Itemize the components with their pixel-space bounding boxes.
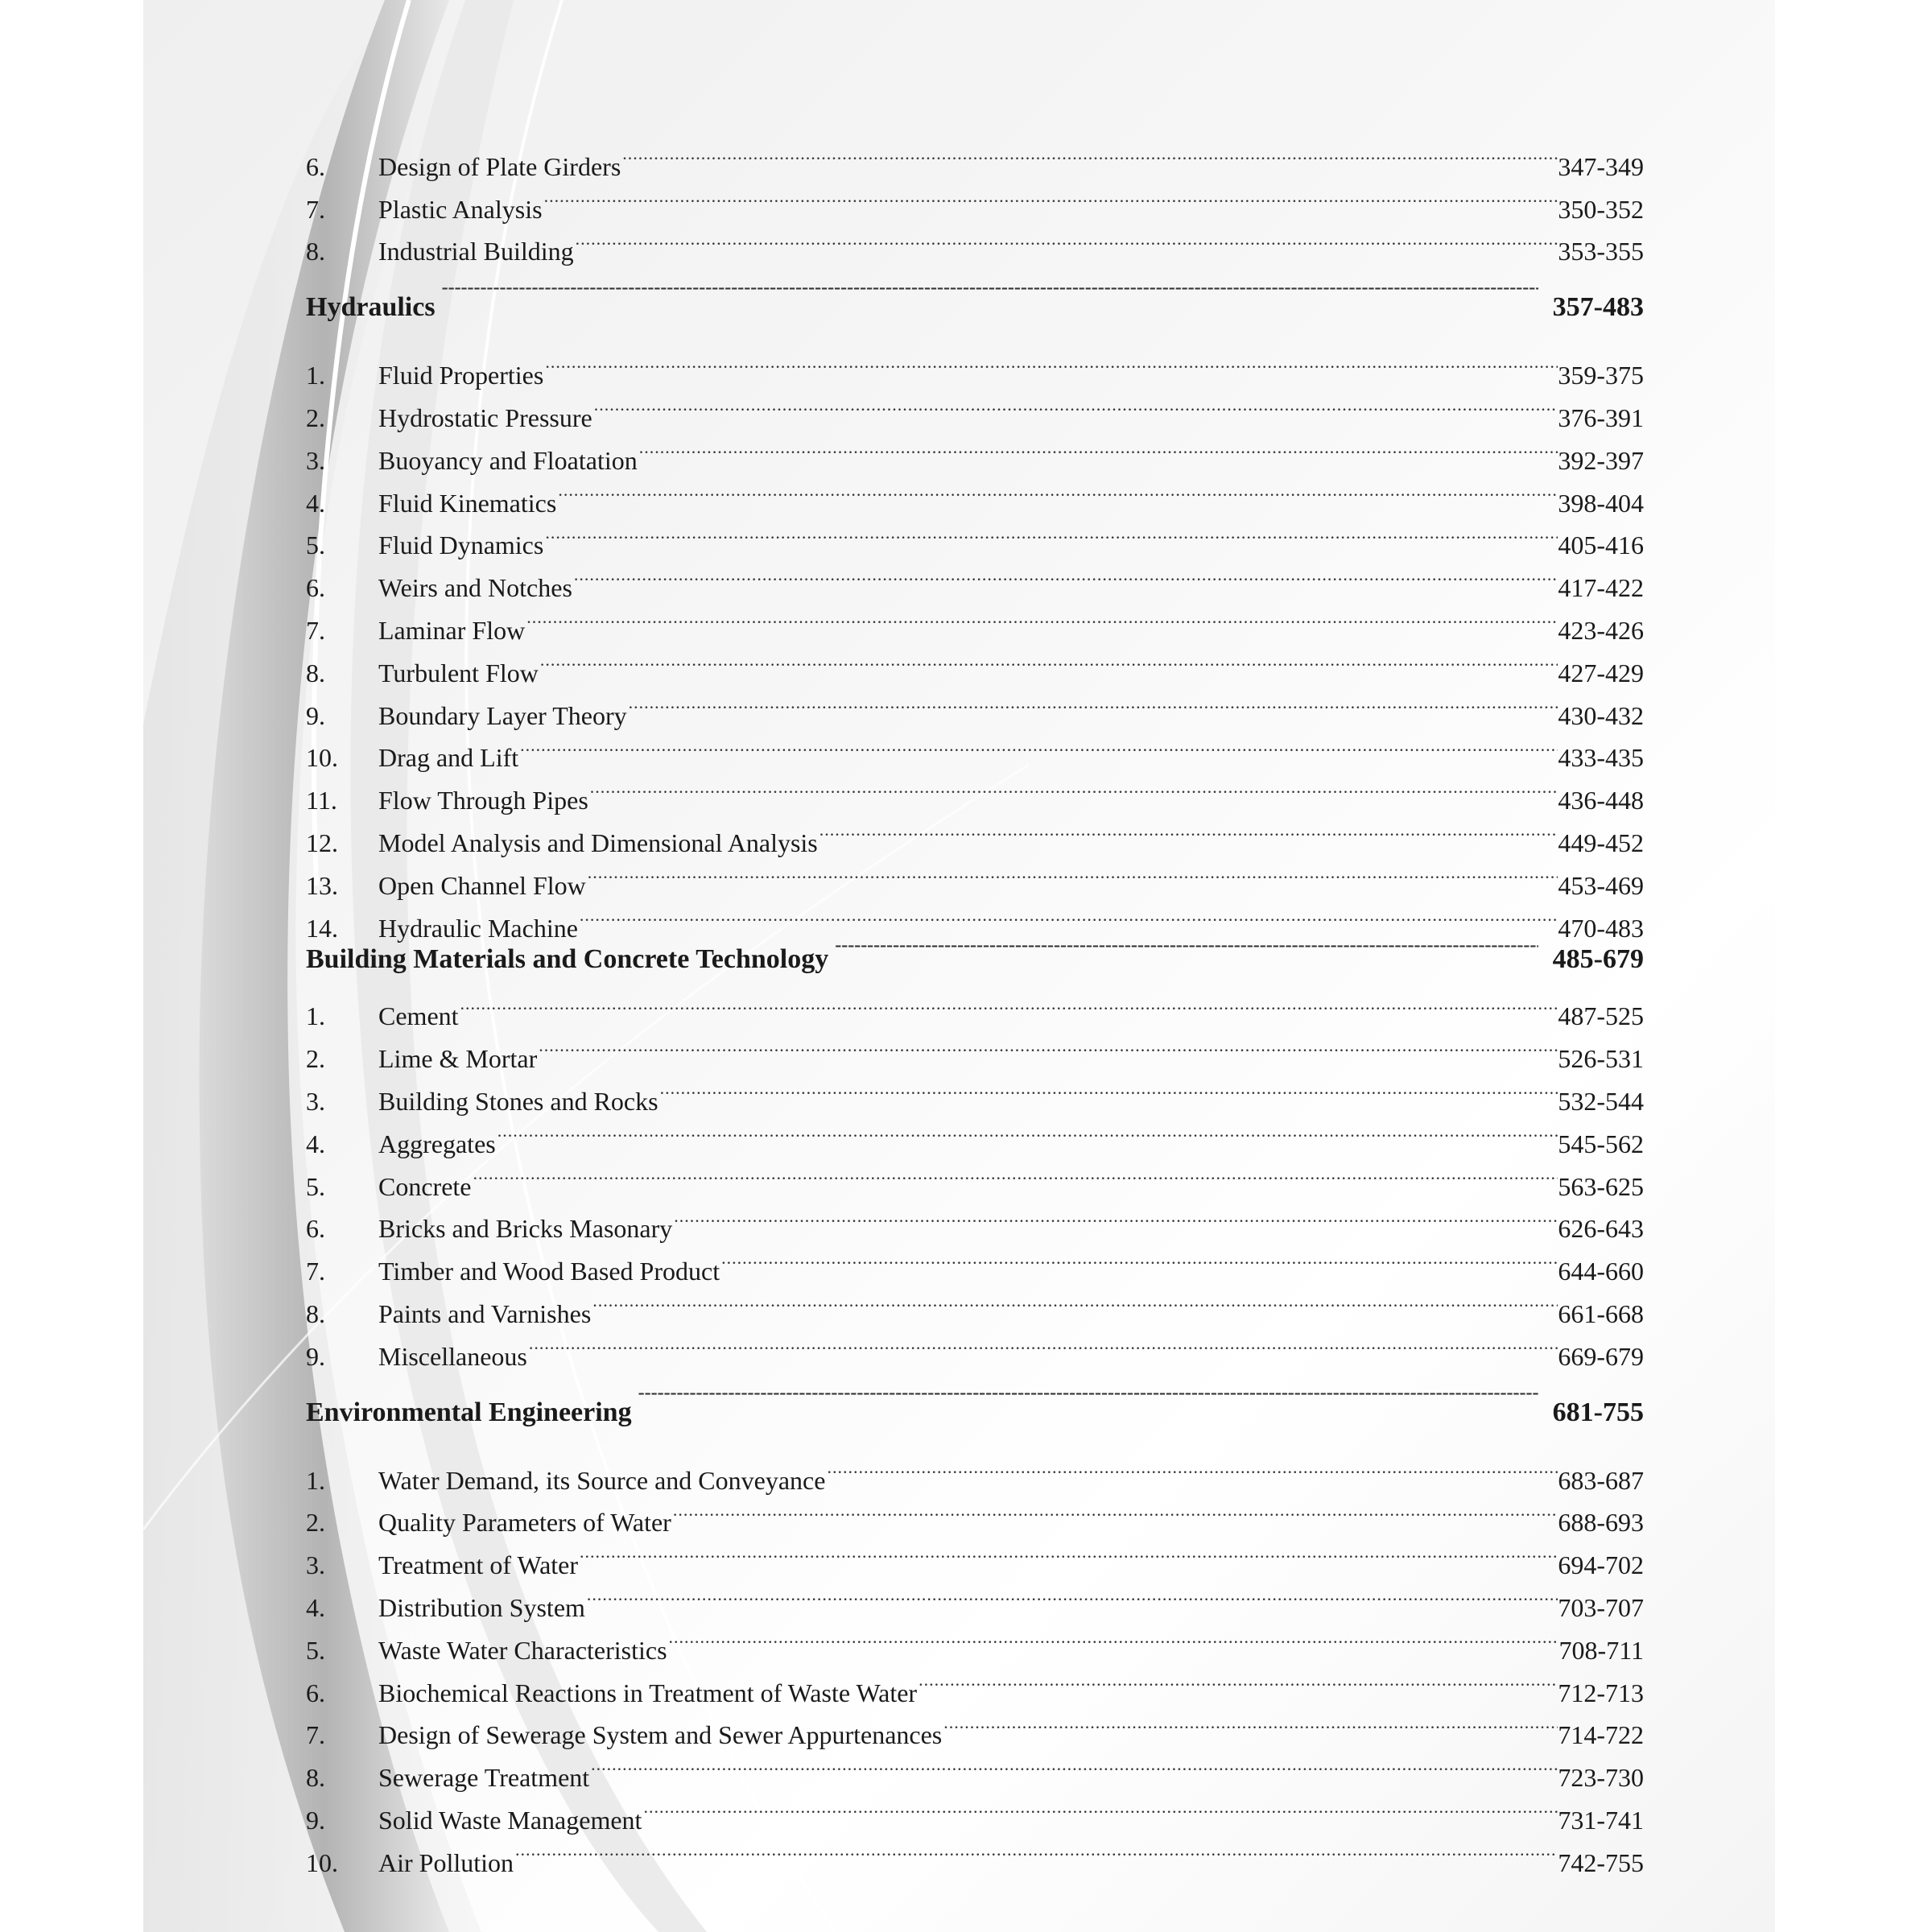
entry-number: 13. <box>306 870 338 900</box>
entry-pages: 430-432 <box>1558 700 1644 730</box>
dot-leader <box>642 1786 1558 1829</box>
entry-number: 9. <box>306 700 325 730</box>
dot-leader <box>621 133 1558 175</box>
entry-title: Turbulent Flow <box>378 658 539 687</box>
table-of-contents <box>306 133 1644 1877</box>
section-pages: 357-483 <box>1552 292 1644 323</box>
entry-number: 5. <box>306 1635 325 1665</box>
entry-title: Design of Plate Girders <box>378 151 621 181</box>
entry-title: Biochemical Reactions in Treatment of Waste Water <box>378 1678 918 1707</box>
entry-number: 2. <box>306 402 325 432</box>
toc-entry[interactable] <box>306 341 1644 390</box>
entry-pages: 398-404 <box>1558 488 1644 518</box>
entry-title: Laminar Flow <box>378 615 526 645</box>
entry-number: 8. <box>306 1763 325 1793</box>
entry-title: Aggregates <box>378 1129 496 1158</box>
section-title: Building Materials and Concrete Technology <box>306 944 829 975</box>
entry-pages: 742-755 <box>1558 1847 1644 1877</box>
entry-title: Open Channel Flow <box>378 870 586 900</box>
entry-pages: 405-416 <box>1558 530 1644 560</box>
section-pages: 485-679 <box>1552 944 1644 975</box>
entry-title: Concrete <box>378 1171 472 1201</box>
entry-pages: 470-483 <box>1558 913 1644 943</box>
section-title: Hydraulics <box>306 292 436 323</box>
dot-leader <box>588 766 1558 809</box>
entry-pages: 353-355 <box>1558 237 1644 266</box>
dot-leader <box>525 597 1558 639</box>
entry-pages: 427-429 <box>1558 658 1644 687</box>
entry-title: Distribution System <box>378 1592 585 1622</box>
section-spacer <box>306 328 1644 341</box>
dot-leader <box>514 1829 1558 1872</box>
entry-pages: 714-722 <box>1558 1720 1644 1750</box>
entry-number: 2. <box>306 1044 325 1074</box>
entry-number: 4. <box>306 1592 325 1622</box>
entry-number: 8. <box>306 658 325 687</box>
dot-leader <box>672 1195 1558 1238</box>
dot-leader <box>537 1025 1558 1067</box>
dot-leader <box>556 469 1558 512</box>
entry-pages: 436-448 <box>1558 786 1644 815</box>
dot-leader <box>496 1110 1558 1153</box>
entry-title: Waste Water Characteristics <box>378 1635 667 1665</box>
dash-leader <box>436 273 1538 316</box>
entry-number: 7. <box>306 1257 325 1286</box>
entry-pages: 526-531 <box>1558 1044 1644 1074</box>
dot-leader <box>518 724 1558 767</box>
entry-number: 3. <box>306 445 325 475</box>
entry-pages: 669-679 <box>1558 1341 1644 1371</box>
entry-number: 1. <box>306 361 325 390</box>
entry-title: Treatment of Water <box>378 1550 579 1580</box>
dot-leader <box>825 1447 1558 1489</box>
entry-title: Fluid Dynamics <box>378 530 544 560</box>
entry-number: 7. <box>306 1720 325 1750</box>
dot-leader <box>627 682 1558 724</box>
entry-title: Paints and Varnishes <box>378 1298 592 1328</box>
toc-entry[interactable] <box>306 1153 1644 1201</box>
entry-pages: 350-352 <box>1558 194 1644 224</box>
entry-pages: 661-668 <box>1558 1298 1644 1328</box>
dot-leader <box>818 809 1558 852</box>
entry-title: Hydrostatic Pressure <box>378 402 592 432</box>
entry-pages: 417-422 <box>1558 573 1644 603</box>
entry-pages: 433-435 <box>1558 743 1644 773</box>
entry-title: Fluid Kinematics <box>378 488 557 518</box>
entry-number: 5. <box>306 530 325 560</box>
dot-leader <box>543 341 1558 384</box>
entry-title: Drag and Lift <box>378 743 519 773</box>
section-pages: 681-755 <box>1552 1397 1644 1427</box>
entry-number: 7. <box>306 194 325 224</box>
entry-title: Boundary Layer Theory <box>378 700 627 730</box>
entry-number: 7. <box>306 615 325 645</box>
entry-title: Buoyancy and Floatation <box>378 445 638 475</box>
entry-title: Plastic Analysis <box>378 194 543 224</box>
entry-pages: 392-397 <box>1558 445 1644 475</box>
section-heading[interactable] <box>306 273 1644 328</box>
entry-title: Air Pollution <box>378 1847 514 1877</box>
entry-number: 10. <box>306 1847 338 1877</box>
entry-pages: 683-687 <box>1558 1465 1644 1495</box>
entry-pages: 532-544 <box>1558 1086 1644 1116</box>
entry-pages: 626-643 <box>1558 1214 1644 1244</box>
toc-entry[interactable] <box>306 983 1644 1031</box>
entry-title: Lime & Mortar <box>378 1044 538 1074</box>
toc-entry[interactable] <box>306 133 1644 181</box>
entry-number: 11. <box>306 786 337 815</box>
entry-pages: 563-625 <box>1558 1171 1644 1201</box>
entry-number: 1. <box>306 1465 325 1495</box>
dot-leader <box>942 1702 1558 1744</box>
entry-title: Flow Through Pipes <box>378 786 588 815</box>
dot-leader <box>543 175 1558 218</box>
entry-number: 3. <box>306 1550 325 1580</box>
dot-leader <box>572 554 1558 597</box>
entry-title: Timber and Wood Based Product <box>378 1257 720 1286</box>
dot-leader <box>671 1489 1558 1532</box>
dot-leader <box>539 639 1558 682</box>
entry-number: 9. <box>306 1341 325 1371</box>
dot-leader <box>578 1531 1558 1574</box>
entry-title: Hydraulic Machine <box>378 913 578 943</box>
entry-pages: 423-426 <box>1558 615 1644 645</box>
toc-entry[interactable] <box>306 1195 1644 1244</box>
dot-leader <box>591 1280 1558 1323</box>
dot-leader <box>459 983 1558 1026</box>
entry-pages: 723-730 <box>1558 1763 1644 1793</box>
dash-leader <box>632 1378 1538 1421</box>
dash-leader <box>828 926 1538 968</box>
toc-entry[interactable] <box>306 1447 1644 1495</box>
entry-title: Solid Waste Management <box>378 1805 642 1835</box>
dot-leader <box>574 218 1558 261</box>
entry-pages: 731-741 <box>1558 1805 1644 1835</box>
entry-number: 6. <box>306 1678 325 1707</box>
entry-number: 1. <box>306 1001 325 1031</box>
dot-leader <box>585 1574 1558 1616</box>
entry-number: 8. <box>306 237 325 266</box>
section-title: Environmental Engineering <box>306 1397 632 1427</box>
dot-leader <box>472 1153 1558 1195</box>
entry-title: Quality Parameters of Water <box>378 1508 671 1538</box>
dot-leader <box>667 1616 1559 1659</box>
entry-pages: 347-349 <box>1558 151 1644 181</box>
entry-title: Industrial Building <box>378 237 574 266</box>
entry-number: 4. <box>306 1129 325 1158</box>
entry-title: Weirs and Notches <box>378 573 572 603</box>
toc-entry[interactable] <box>306 1110 1644 1158</box>
entry-pages: 449-452 <box>1558 828 1644 857</box>
dot-leader <box>658 1067 1558 1110</box>
entry-number: 10. <box>306 743 338 773</box>
entry-title: Sewerage Treatment <box>378 1763 590 1793</box>
entry-pages: 694-702 <box>1558 1550 1644 1580</box>
entry-number: 3. <box>306 1086 325 1116</box>
entry-number: 2. <box>306 1508 325 1538</box>
entry-title: Bricks and Bricks Masonary <box>378 1214 673 1244</box>
entry-number: 5. <box>306 1171 325 1201</box>
dot-leader <box>592 384 1558 427</box>
entry-pages: 359-375 <box>1558 361 1644 390</box>
entry-pages: 376-391 <box>1558 402 1644 432</box>
entry-pages: 644-660 <box>1558 1257 1644 1286</box>
entry-pages: 688-693 <box>1558 1508 1644 1538</box>
dot-leader <box>543 512 1558 555</box>
entry-title: Model Analysis and Dimensional Analysis <box>378 828 818 857</box>
entry-title: Miscellaneous <box>378 1341 527 1371</box>
entry-title: Building Stones and Rocks <box>378 1086 658 1116</box>
entry-number: 9. <box>306 1805 325 1835</box>
entry-title: Design of Sewerage System and Sewer Appurtenances <box>378 1720 943 1750</box>
entry-pages: 703-707 <box>1558 1592 1644 1622</box>
dot-leader <box>638 427 1558 469</box>
toc-entry[interactable] <box>306 1025 1644 1074</box>
dot-leader <box>589 1744 1558 1786</box>
dot-leader <box>527 1323 1558 1365</box>
entry-pages: 487-525 <box>1558 1001 1644 1031</box>
entry-pages: 453-469 <box>1558 870 1644 900</box>
entry-pages: 708-711 <box>1558 1635 1644 1665</box>
entry-number: 14. <box>306 913 338 943</box>
dot-leader <box>720 1237 1558 1280</box>
entry-pages: 712-713 <box>1558 1678 1644 1707</box>
entry-title: Fluid Properties <box>378 361 544 390</box>
entry-number: 6. <box>306 151 325 181</box>
entry-number: 6. <box>306 1214 325 1244</box>
dot-leader <box>917 1659 1558 1702</box>
entry-number: 6. <box>306 573 325 603</box>
entry-number: 4. <box>306 488 325 518</box>
section-heading[interactable] <box>306 1378 1644 1434</box>
dot-leader <box>586 852 1558 894</box>
entry-number: 8. <box>306 1298 325 1328</box>
entry-number: 12. <box>306 828 338 857</box>
entry-title: Water Demand, its Source and Conveyance <box>378 1465 826 1495</box>
entry-title: Cement <box>378 1001 459 1031</box>
entry-pages: 545-562 <box>1558 1129 1644 1158</box>
